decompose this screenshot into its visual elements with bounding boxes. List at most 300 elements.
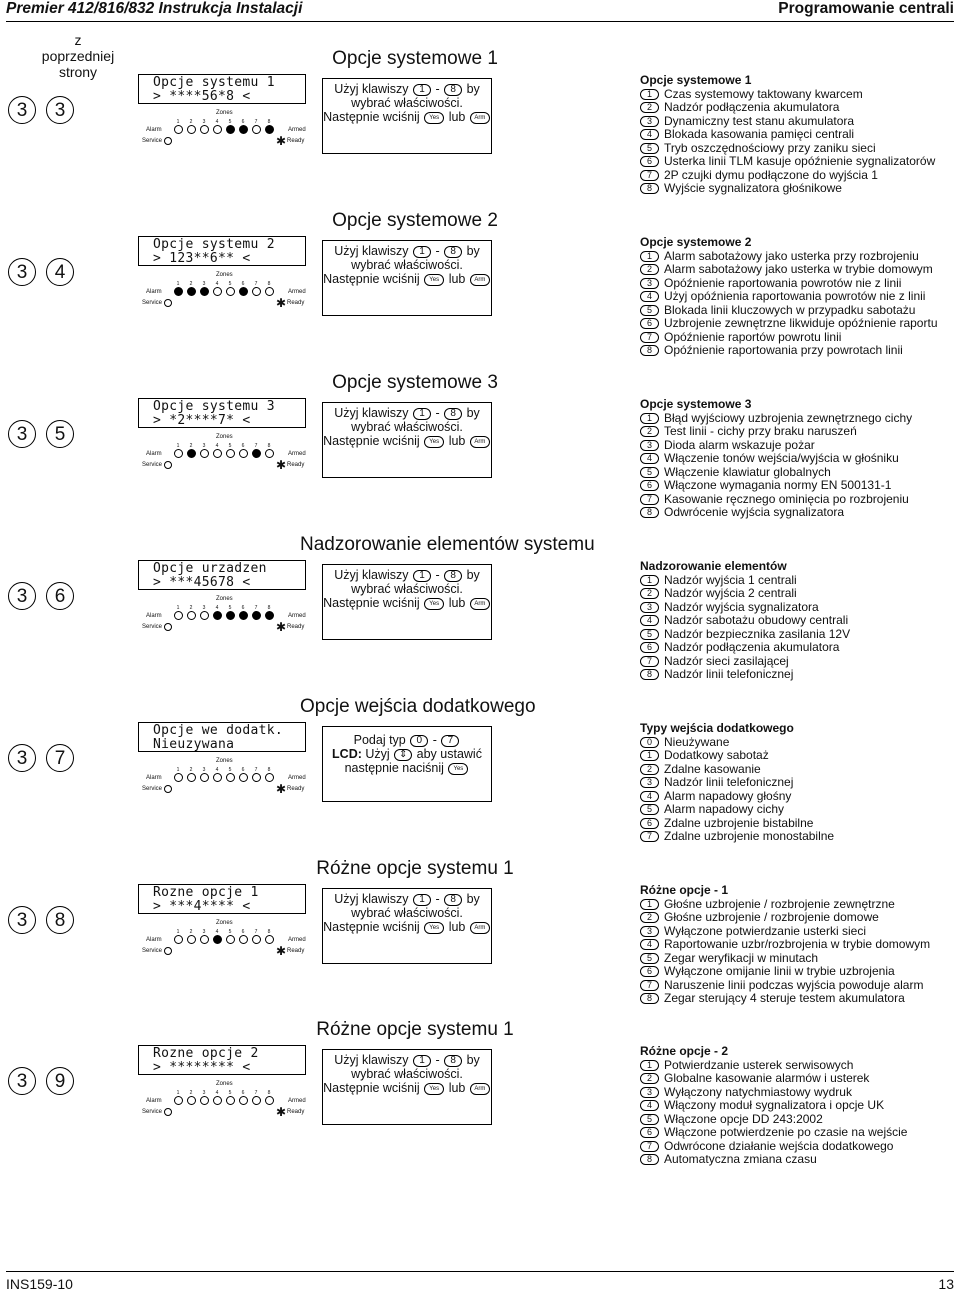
address-code (8, 906, 88, 936)
option-item (640, 911, 955, 925)
yes-key-icon: Yes (424, 598, 444, 610)
keypad-display (138, 560, 308, 640)
armed-label: Armed (288, 289, 306, 295)
instruction-line (323, 82, 491, 96)
address-digit: 8 (46, 906, 74, 934)
zone-led (265, 611, 274, 620)
option-item (640, 439, 955, 453)
keypad-display (138, 74, 308, 154)
option-key-icon: 8 (640, 507, 659, 518)
ready-label: Ready (287, 948, 305, 954)
option-key-icon: 2 (640, 102, 659, 113)
zone-led (226, 611, 235, 620)
lcd-line: Rozne opcje 1 (153, 885, 259, 900)
option-item (640, 938, 955, 952)
key-icon: 0 (410, 735, 428, 747)
zone-number: 6 (241, 767, 245, 773)
instruction-line (323, 761, 491, 775)
address-digit: 3 (8, 258, 36, 286)
option-item (640, 1126, 955, 1140)
option-key-icon: 7 (640, 1141, 659, 1152)
zone-led (265, 1096, 274, 1105)
program-block (0, 372, 960, 539)
zone-number: 2 (189, 443, 193, 449)
zone-led (252, 611, 261, 620)
option-text: 2P czujki dymu podłączone do wyjścia 1 (664, 167, 878, 182)
lcd-line: Opcje we dodatk. (153, 723, 284, 738)
alarm-label: Alarm (146, 613, 162, 619)
option-text: Wyłączone omijanie linii w trybie uzbrojenia (664, 964, 895, 978)
lcd-line: Opcje systemu 3 (153, 399, 275, 414)
option-text: Blokada kasowania pamięci centrali (664, 127, 855, 141)
zone-led (200, 125, 209, 134)
zone-number: 1 (176, 1090, 180, 1096)
instruction-text: by (466, 82, 480, 96)
option-text: Naruszenie linii podczas wyjścia powoduje alarm (664, 977, 924, 992)
option-text: Odwrócone działanie wejścia dodatkowego (664, 1138, 894, 1153)
option-list (640, 1045, 955, 1167)
program-block (0, 858, 960, 1025)
option-text: Potwierdzanie usterek serwisowych (664, 1057, 854, 1072)
zone-number: 5 (228, 1090, 232, 1096)
header-section: Programowanie centrali (778, 0, 954, 17)
ready-label: Ready (287, 786, 305, 792)
zone-led (239, 449, 248, 458)
instruction-text: Następnie wciśnij (323, 596, 420, 610)
option-key-icon: 3 (640, 926, 659, 937)
option-item (640, 992, 955, 1006)
instruction-line (323, 920, 491, 934)
instruction-line (323, 733, 491, 747)
zone-led (252, 1096, 261, 1105)
option-key-icon: 7 (640, 332, 659, 343)
zone-number: 4 (215, 119, 219, 125)
service-led (164, 461, 172, 469)
instruction-text: - (435, 406, 440, 420)
zone-number: 7 (254, 767, 258, 773)
option-item (640, 304, 955, 318)
zone-number: 1 (176, 281, 180, 287)
instruction-text: Podaj typ (353, 733, 406, 747)
zone-number: 6 (241, 443, 245, 449)
instruction-text: by (466, 568, 480, 582)
address-code (8, 420, 88, 450)
option-item (640, 169, 955, 183)
option-item (640, 628, 955, 642)
option-text: Raportowanie uzbr/rozbrojenia w trybie domowym (664, 937, 931, 951)
zone-led (213, 1096, 222, 1105)
keypad-display (138, 722, 308, 802)
zone-number: 5 (228, 443, 232, 449)
address-digit: 3 (8, 420, 36, 448)
instruction-text: - (435, 892, 440, 906)
zone-led (226, 287, 235, 296)
option-text: Kasowanie ręcznego ominięcia po rozbrojeniu (664, 491, 909, 506)
option-text: Nadzór podłączenia akumulatora (664, 640, 840, 654)
instruction-text: Użyj klawiszy (334, 892, 409, 906)
zone-number: 5 (228, 119, 232, 125)
ready-label: Ready (287, 624, 305, 630)
lcd-line: Rozne opcje 2 (153, 1046, 259, 1061)
ready-star-icon: ✱ (276, 1105, 287, 1119)
zone-led (252, 125, 261, 134)
option-key-icon: 7 (640, 831, 659, 842)
zone-led (239, 935, 248, 944)
ready-star-icon: ✱ (276, 620, 287, 634)
key-icon: 8 (444, 84, 462, 96)
option-item (640, 344, 955, 358)
option-text: Nadzór linii telefonicznej (664, 667, 794, 681)
lcd-screen (138, 1045, 306, 1075)
option-key-icon: 6 (640, 818, 659, 829)
zone-led (239, 125, 248, 134)
option-key-icon: 5 (640, 629, 659, 640)
instruction-text: aby ustawić (416, 747, 482, 761)
yes-key-icon: Yes (424, 436, 444, 448)
instruction-text: Następnie wciśnij (323, 434, 420, 448)
instruction-text: Następnie wciśnij (323, 920, 420, 934)
option-list (640, 398, 955, 520)
option-key-icon: 8 (640, 183, 659, 194)
zone-number: 6 (241, 929, 245, 935)
zone-led (187, 611, 196, 620)
option-key-icon: 6 (640, 480, 659, 491)
option-text: Opóźnienie raportów powrotu linii (664, 329, 842, 344)
instruction-text: Użyj klawiszy (334, 1053, 409, 1067)
zone-led (213, 287, 222, 296)
program-block (0, 1019, 960, 1186)
zone-number: 2 (189, 929, 193, 935)
zone-number: 7 (254, 1090, 258, 1096)
option-text: Nadzór sieci zasilającej (664, 653, 789, 668)
option-item (640, 1072, 955, 1086)
option-key-icon: 4 (640, 291, 659, 302)
section-title: Nadzorowanie elementów systemu (300, 534, 595, 555)
section-title: Opcje systemowe 3 (332, 372, 498, 393)
zone-led (187, 125, 196, 134)
service-label: Service (142, 948, 163, 954)
instruction-line (323, 892, 491, 906)
zone-number: 8 (267, 443, 271, 449)
key-icon: 1 (413, 84, 431, 96)
option-text: Zegar weryfikacji w minutach (664, 950, 819, 965)
option-item (640, 115, 955, 129)
option-list-title: Opcje systemowe 2 (640, 235, 752, 249)
option-key-icon: 5 (640, 953, 659, 964)
zone-led (226, 449, 235, 458)
option-key-icon: 1 (640, 750, 659, 761)
option-item (640, 466, 955, 480)
up-down-key-icon: ⇕ (394, 749, 412, 761)
instruction-box (322, 1049, 492, 1125)
zone-led (226, 935, 235, 944)
alarm-label: Alarm (146, 289, 162, 295)
zone-led (252, 449, 261, 458)
option-list (640, 884, 955, 1006)
option-key-icon: 4 (640, 129, 659, 140)
lcd-screen (138, 884, 306, 914)
zone-led (226, 125, 235, 134)
option-key-icon: 6 (640, 1127, 659, 1138)
option-text: Błąd wyjściowy uzbrojenia zewnętrznego cichy (664, 410, 913, 425)
zone-number: 7 (254, 929, 258, 935)
zone-number: 1 (176, 767, 180, 773)
zone-number: 1 (176, 929, 180, 935)
zone-led (187, 773, 196, 782)
option-text: Włączone potwierdzenie po czasie na wejście (664, 1125, 908, 1139)
address-digit: 3 (46, 96, 74, 124)
arm-key-icon: Arm (470, 922, 490, 934)
section-title: Opcje wejścia dodatkowego (300, 696, 536, 717)
option-key-icon: 5 (640, 1114, 659, 1125)
zone-led (213, 449, 222, 458)
key-icon: 1 (413, 894, 431, 906)
address-digit: 3 (8, 906, 36, 934)
option-text: Nadzór linii telefonicznej (664, 775, 794, 789)
option-item (640, 979, 955, 993)
option-item (640, 736, 955, 750)
option-key-icon: 1 (640, 1060, 659, 1071)
zone-led (200, 449, 209, 458)
yes-key-icon: Yes (424, 1083, 444, 1095)
option-key-icon: 6 (640, 642, 659, 653)
zone-led (239, 287, 248, 296)
zone-led (200, 935, 209, 944)
program-block (0, 696, 960, 863)
footer-rule (6, 1271, 954, 1272)
zones-label: Zones (216, 110, 233, 116)
alarm-label: Alarm (146, 451, 162, 457)
zone-led (187, 1096, 196, 1105)
lcd-line: > ****56*8 < (153, 88, 251, 104)
instruction-line (323, 747, 491, 761)
armed-label: Armed (288, 1098, 306, 1104)
instruction-text: Użyj klawiszy (334, 82, 409, 96)
option-key-icon: 8 (640, 345, 659, 356)
option-text: Automatyczna zmiana czasu (664, 1152, 817, 1166)
zone-number: 7 (254, 443, 258, 449)
option-list (640, 74, 955, 196)
ready-label: Ready (287, 138, 305, 144)
option-key-icon: 5 (640, 467, 659, 478)
arm-key-icon: Arm (470, 598, 490, 610)
instruction-line: wybrać właściwości. (351, 96, 463, 110)
zone-number: 3 (202, 605, 206, 611)
option-key-icon: 4 (640, 1100, 659, 1111)
program-block (0, 210, 960, 377)
zone-number: 2 (189, 605, 193, 611)
option-text: Zdalne kasowanie (664, 761, 761, 776)
option-item (640, 412, 955, 426)
instruction-text: lub (448, 434, 466, 448)
option-item (640, 749, 955, 763)
option-key-icon: 4 (640, 615, 659, 626)
address-code (8, 744, 88, 774)
instruction-box (322, 402, 492, 478)
zone-led (213, 773, 222, 782)
program-block (0, 534, 960, 701)
option-item (640, 452, 955, 466)
option-text: Włączenie klawiatur globalnych (664, 464, 831, 479)
keypad-display (138, 398, 308, 478)
zone-number: 5 (228, 929, 232, 935)
key-icon: 7 (441, 735, 459, 747)
arm-key-icon: Arm (470, 274, 490, 286)
zone-number: 3 (202, 119, 206, 125)
option-text: Opóźnienie raportowania przy powrotach linii (664, 343, 903, 357)
address-digit: 3 (8, 1067, 36, 1095)
service-label: Service (142, 624, 163, 630)
instruction-text: lub (448, 920, 466, 934)
key-icon: 1 (413, 408, 431, 420)
option-text: Uzbrojenie zewnętrzne likwiduje opóźnienie raportu (664, 316, 938, 330)
zone-led (200, 773, 209, 782)
option-item (640, 101, 955, 115)
option-item (640, 317, 955, 331)
zone-led (265, 449, 274, 458)
doc-code: INS159-10 (6, 1276, 73, 1291)
option-key-icon: 7 (640, 656, 659, 667)
instruction-text: następnie naciśnij (344, 761, 444, 775)
zone-number: 6 (241, 281, 245, 287)
zones-label: Zones (216, 596, 233, 602)
option-key-icon: 4 (640, 791, 659, 802)
option-key-icon: 6 (640, 156, 659, 167)
zone-led (213, 125, 222, 134)
instruction-text: lub (448, 1081, 466, 1095)
option-key-icon: 3 (640, 278, 659, 289)
zone-number: 4 (215, 1090, 219, 1096)
option-item (640, 1059, 955, 1073)
zone-number: 8 (267, 1090, 271, 1096)
zone-number: 2 (189, 767, 193, 773)
yes-key-icon: Yes (424, 274, 444, 286)
lcd-screen (138, 398, 306, 428)
arm-key-icon: Arm (470, 112, 490, 124)
page-header (6, 0, 954, 22)
zone-number: 3 (202, 767, 206, 773)
zone-led (174, 125, 183, 134)
zone-led (174, 449, 183, 458)
option-text: Zdalne uzbrojenie bistabilne (664, 815, 814, 830)
zone-led (265, 935, 274, 944)
option-item (640, 641, 955, 655)
zone-number: 2 (189, 1090, 193, 1096)
instruction-text: Następnie wciśnij (323, 110, 420, 124)
option-key-icon: 5 (640, 305, 659, 316)
zone-led (174, 287, 183, 296)
zone-led (226, 773, 235, 782)
lcd-screen (138, 722, 306, 752)
instruction-text: - (435, 244, 440, 258)
instruction-line (323, 244, 491, 258)
option-text: Włączone opcje DD 243:2002 (664, 1111, 823, 1126)
zone-number: 2 (189, 119, 193, 125)
zone-led (187, 935, 196, 944)
yes-key-icon: Yes (424, 922, 444, 934)
instruction-text: by (466, 892, 480, 906)
option-item (640, 655, 955, 669)
arm-key-icon: Arm (470, 436, 490, 448)
service-label: Service (142, 462, 163, 468)
zone-number: 3 (202, 281, 206, 287)
option-text: Włączony moduł sygnalizatora i opcje UK (664, 1098, 885, 1112)
option-key-icon: 7 (640, 494, 659, 505)
option-key-icon: 4 (640, 939, 659, 950)
instruction-line: wybrać właściwości. (351, 420, 463, 434)
service-label: Service (142, 138, 163, 144)
option-key-icon: 2 (640, 912, 659, 923)
zone-number: 6 (241, 605, 245, 611)
zones-label: Zones (216, 920, 233, 926)
lcd-line: > 123**6** < (153, 250, 251, 266)
instruction-line (323, 406, 491, 420)
zone-number: 3 (202, 1090, 206, 1096)
option-text: Alarm sabotażowy jako usterka w trybie domowym (664, 262, 933, 276)
yes-key-icon: Yes (448, 763, 468, 775)
option-key-icon: 1 (640, 413, 659, 424)
option-text: Zdalne uzbrojenie monostabilne (664, 829, 835, 843)
instruction-text: - (435, 568, 440, 582)
option-list-title: Typy wejścia dodatkowego (640, 721, 794, 735)
option-text: Głośne uzbrojenie / rozbrojenie domowe (664, 910, 879, 924)
option-item (640, 88, 955, 102)
instruction-line: wybrać właściwości. (351, 1067, 463, 1081)
option-item (640, 614, 955, 628)
option-list-title: Nadzorowanie elementów (640, 559, 787, 573)
option-text: Nieużywane (664, 734, 730, 749)
zones-label: Zones (216, 272, 233, 278)
instruction-text: Następnie wciśnij (323, 272, 420, 286)
option-item (640, 817, 955, 831)
zone-number: 1 (176, 119, 180, 125)
option-key-icon: 8 (640, 993, 659, 1004)
option-list (640, 722, 955, 844)
option-item (640, 790, 955, 804)
option-list-title: Różne opcje - 2 (640, 1044, 729, 1058)
option-text: Wyłączone potwierdzanie usterki sieci (664, 923, 866, 938)
option-text: Dynamiczny test stanu akumulatora (664, 113, 855, 128)
service-led (164, 1108, 172, 1116)
service-led (164, 137, 172, 145)
key-icon: 1 (413, 246, 431, 258)
zone-number: 8 (267, 605, 271, 611)
instruction-text: LCD: (332, 747, 362, 761)
ready-star-icon: ✱ (276, 782, 287, 796)
option-item (640, 587, 955, 601)
option-text: Zegar sterujący 4 steruje testem akumulatora (664, 991, 905, 1005)
option-key-icon: 1 (640, 251, 659, 262)
zone-number: 8 (267, 281, 271, 287)
address-code (8, 258, 88, 288)
zone-number: 5 (228, 767, 232, 773)
ready-star-icon: ✱ (276, 458, 287, 472)
zone-led (187, 287, 196, 296)
instruction-box (322, 78, 492, 154)
zone-number: 8 (267, 767, 271, 773)
service-label: Service (142, 1109, 163, 1115)
lcd-line: > *2****7* < (153, 412, 251, 428)
lcd-line: > ***4**** < (153, 898, 251, 914)
key-icon: 8 (444, 1055, 462, 1067)
instruction-text: by (466, 1053, 480, 1067)
instruction-text: by (466, 406, 480, 420)
option-item (640, 668, 955, 682)
key-icon: 8 (444, 570, 462, 582)
address-digit: 5 (46, 420, 74, 448)
lcd-screen (138, 560, 306, 590)
service-led (164, 785, 172, 793)
